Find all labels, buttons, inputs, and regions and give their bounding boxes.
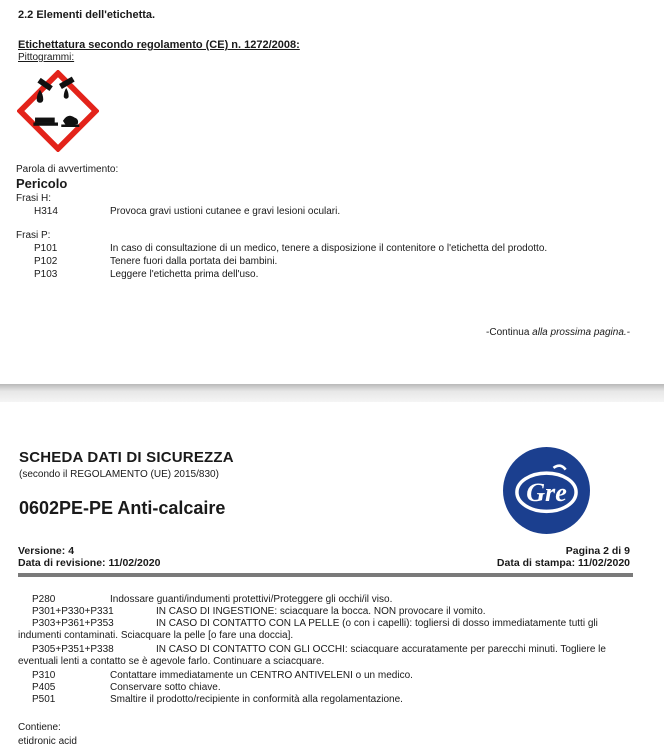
logo-text: Gre: [526, 477, 567, 507]
continued-note: [486, 327, 630, 338]
p-text: IN CASO DI INGESTIONE: sciacquare la bocca. NON provocare il vomito.: [156, 606, 486, 617]
revision-date: Data di revisione: 11/02/2020: [18, 557, 161, 569]
p-text-cont: eventuali lenti a contatto se è agevole farlo. Continuare a sciacquare.: [18, 656, 325, 667]
p-code: P101: [34, 243, 58, 254]
p-text-cont: indumenti contaminati. Sciacquare la pelle [o fare una doccia].: [18, 630, 294, 641]
product-name: 0602PE-PE Anti-calcaire: [19, 498, 226, 518]
header-rule: [18, 573, 633, 577]
p-code: P103: [34, 269, 58, 280]
version: Versione: 4: [18, 545, 75, 557]
document-title: SCHEDA DATI DI SICUREZZA: [19, 449, 234, 466]
page-number: Pagina 2 di 9: [565, 545, 630, 557]
p-text: IN CASO DI CONTATTO CON LA PELLE (o con i capelli): togliersi di dosso immediatamente tutti gli: [156, 618, 598, 629]
p-phrase-row: [32, 606, 486, 617]
contains-value: etidronic acid: [18, 736, 77, 747]
p-text: IN CASO DI CONTATTO CON GLI OCCHI: sciacquare accuratamente per parecchi minuti. Togliere le: [156, 644, 606, 655]
p-phrase-row: [32, 644, 632, 656]
print-date: Data di stampa: 11/02/2020: [496, 557, 630, 569]
p-text: Leggere l'etichetta prima dell'uso.: [110, 269, 259, 280]
pictograms-label: Pittogrammi:: [18, 52, 75, 63]
contains-label: Contiene:: [18, 722, 61, 733]
p-text: Smaltire il prodotto/recipiente in conformità alla regolamentazione.: [110, 694, 403, 705]
p-code: P303+P361+P353: [32, 618, 114, 629]
p-phrase-row: [32, 594, 392, 605]
p-code: P280: [32, 594, 56, 605]
p-text: Indossare guanti/indumenti protettivi/Proteggere gli occhi/il viso.: [110, 594, 393, 605]
p-code: P301+P330+P331: [32, 606, 114, 617]
gre-logo: [503, 447, 590, 534]
continued-prefix: -Continua: [486, 327, 533, 338]
p-phrase-row: [32, 682, 221, 693]
continued-italic: alla prossima pagina.-: [532, 327, 630, 338]
p-text: Contattare immediatamente un CENTRO ANTIVELENI o un medico.: [110, 670, 413, 681]
page-break: [0, 384, 664, 402]
p-text: Conservare sotto chiave.: [110, 682, 221, 693]
regulation-title: Etichettatura secondo regolamento (CE) n. 1272/2008:: [18, 39, 300, 51]
p-text: In caso di consultazione di un medico, tenere a disposizione il contenitore o l'etichetta del prodotto.: [110, 243, 548, 254]
p-code: P102: [34, 256, 58, 267]
section-title: 2.2 Elementi dell'etichetta.: [18, 9, 156, 21]
h-phrases-label: Frasi H:: [16, 193, 51, 204]
p-phrases-label: Frasi P:: [16, 230, 51, 241]
corrosion-ghs05-icon: [17, 70, 99, 152]
p-phrase-row: [32, 694, 403, 705]
p-code: P501: [32, 694, 56, 705]
p-phrase-row: [32, 618, 632, 630]
p-text: Tenere fuori dalla portata dei bambini.: [110, 256, 278, 267]
p-phrase-row: [32, 670, 413, 681]
h-text: Provoca gravi ustioni cutanee e gravi lesioni oculari.: [110, 206, 341, 217]
p-code: P405: [32, 682, 56, 693]
h-code: H314: [34, 206, 58, 217]
signal-word: Pericolo: [16, 176, 68, 191]
document-subtitle: (secondo il REGOLAMENTO (UE) 2015/830): [19, 469, 219, 480]
p-code: P310: [32, 670, 56, 681]
signal-word-label: Parola di avvertimento:: [16, 164, 119, 175]
p-code: P305+P351+P338: [32, 644, 114, 655]
